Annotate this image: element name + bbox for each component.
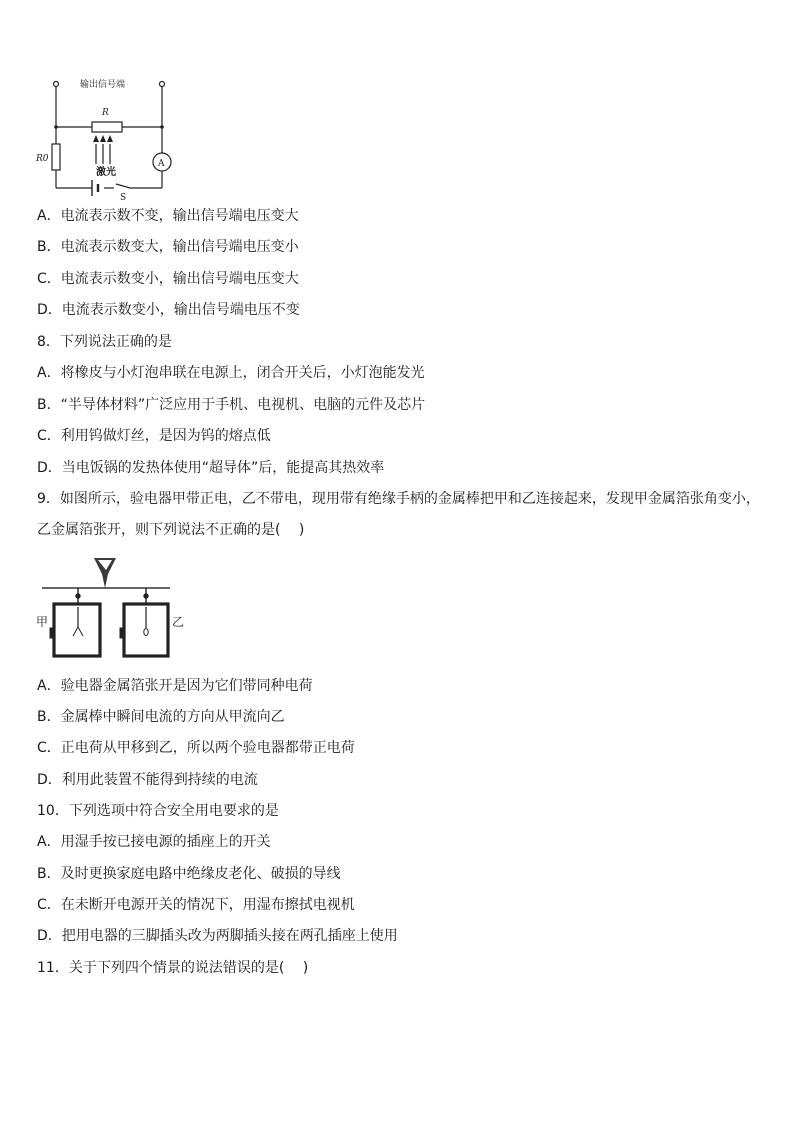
switch-s	[116, 184, 130, 188]
q10-option-d: D．把用电器的三脚插头改为两脚插头接在两孔插座上使用	[37, 928, 398, 944]
q7-option-a: A．电流表示数不变，输出信号端电压变大	[37, 208, 299, 224]
q11-stem: 11．关于下列四个情景的说法错误的是( )	[37, 960, 309, 976]
output-terminal-right	[160, 82, 165, 87]
battery	[92, 180, 98, 196]
q7-option-c: C．电流表示数变小，输出信号端电压变大	[37, 271, 299, 287]
electroscope-jia	[50, 588, 100, 656]
switch-label: S	[120, 193, 127, 203]
q10-option-c: C．在未断开电源开关的情况下，用湿布擦拭电视机	[37, 897, 355, 913]
circuit-diagram	[30, 72, 190, 202]
q10-option-a: A．用湿手按已接电源的插座上的开关	[37, 834, 271, 850]
ammeter-label: A	[158, 159, 165, 169]
q10-stem: 10．下列选项中符合安全用电要求的是	[37, 803, 279, 819]
r-label: R	[102, 108, 109, 118]
q9-stem-line1: 9．如图所示，验电器甲带正电，乙不带电，现用带有绝缘手柄的金属棒把甲和乙连接起来，发现甲金属箔张角变小，	[37, 491, 760, 507]
q8-option-a: A．将橡皮与小灯泡串联在电源上，闭合开关后，小灯泡能发光	[37, 365, 425, 381]
q9-option-b: B．金属棒中瞬间电流的方向从甲流向乙	[37, 709, 285, 725]
q9-option-a: A．验电器金属箔张开是因为它们带同种电荷	[37, 678, 313, 694]
photoresistor-r	[92, 122, 122, 132]
q9-option-d: D．利用此装置不能得到持续的电流	[37, 772, 258, 788]
laser-label: 激光	[96, 167, 116, 178]
label-yi: 乙	[172, 615, 185, 629]
q8-option-c: C．利用钨做灯丝，是因为钨的熔点低	[37, 428, 271, 444]
q7-option-b: B．电流表示数变大，输出信号端电压变小	[37, 239, 299, 255]
label-jia: 甲	[36, 615, 49, 629]
electroscope-yi	[120, 588, 168, 656]
laser-arrows	[93, 135, 113, 142]
output-signal-label: 输出信号端	[80, 80, 126, 90]
resistor-r0	[52, 144, 60, 170]
r0-label: R0	[36, 154, 49, 164]
q8-option-d: D．当电饭锅的发热体使用“超导体”后，能提高其热效率	[37, 460, 385, 476]
q8-option-b: B．“半导体材料”广泛应用于手机、电视机、电脑的元件及芯片	[37, 397, 426, 413]
output-terminal-left	[54, 82, 59, 87]
q9-option-c: C．正电荷从甲移到乙，所以两个验电器都带正电荷	[37, 740, 355, 756]
q8-stem: 8．下列说法正确的是	[37, 334, 172, 350]
q10-option-b: B．及时更换家庭电路中绝缘皮老化、破损的导线	[37, 866, 341, 882]
q9-stem-line2: 乙金属箔张开，则下列说法不正确的是( )	[37, 522, 305, 538]
electroscope-figure	[32, 552, 185, 664]
q7-option-d: D．电流表示数变小，输出信号端电压不变	[37, 302, 300, 318]
insulated-handle	[94, 558, 116, 588]
